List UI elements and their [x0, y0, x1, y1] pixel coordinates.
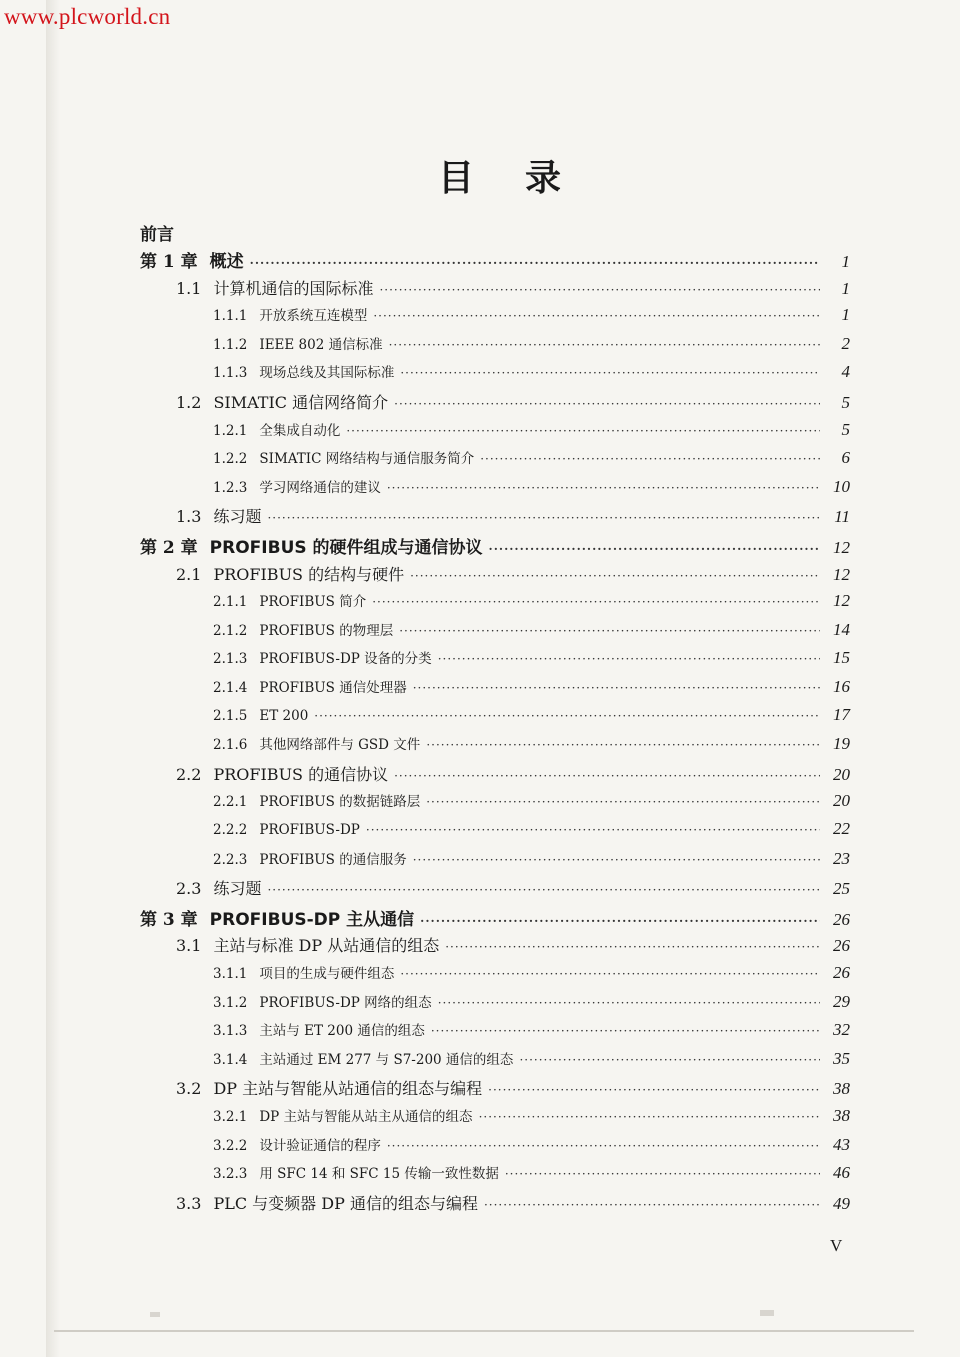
title-char-1: 目 — [438, 158, 475, 199]
toc-entry-number: 2.1 — [176, 565, 202, 584]
toc-entry[interactable] — [213, 848, 850, 874]
toc-entry[interactable] — [176, 876, 850, 902]
toc-leader-dots — [400, 967, 820, 981]
toc-entry-page: 16 — [833, 677, 850, 696]
toc-entry-number: 2.1.4 — [213, 680, 248, 696]
toc-preface: 前言 — [140, 225, 174, 245]
toc-entry[interactable] — [213, 991, 850, 1017]
toc-entry-page: 1 — [841, 305, 850, 324]
toc-entry-title: 主站与 ET 200 通信的组态 — [259, 1023, 425, 1039]
toc-entry-title: DP 主站与智能从站通信的组态与编程 — [213, 1079, 483, 1098]
toc-entry[interactable] — [213, 361, 850, 387]
toc-entry[interactable] — [176, 1076, 850, 1102]
toc-entry-number: 3.1.2 — [213, 995, 248, 1011]
toc-leader-dots — [394, 397, 820, 411]
toc-entry-page: 29 — [833, 992, 850, 1011]
toc-entry-title: 练习题 — [213, 879, 262, 898]
toc-entry-number: 2.2.2 — [213, 822, 248, 838]
toc-entry-page: 38 — [833, 1106, 850, 1125]
toc-entry-number: 3.1.1 — [213, 966, 248, 982]
toc-entry-page: 19 — [833, 734, 850, 753]
toc-entry[interactable] — [176, 933, 850, 959]
toc-leader-dots — [366, 823, 820, 837]
toc-entry[interactable] — [176, 1191, 850, 1217]
toc-entry-number: 3.3 — [176, 1194, 202, 1213]
toc-leader-dots — [489, 542, 820, 556]
toc-entry[interactable] — [213, 619, 850, 645]
toc-entry-number: 2.2 — [176, 765, 202, 784]
watermark-url[interactable]: www.plcworld.cn — [4, 4, 171, 29]
toc-entry-number: 1.3 — [176, 507, 202, 526]
toc-entry-number: 3.1.3 — [213, 1023, 248, 1039]
toc-entry-title: PROFIBUS 的数据链路层 — [259, 794, 421, 810]
toc-entry-page: 38 — [833, 1079, 850, 1098]
toc-entry-page: 20 — [833, 765, 850, 784]
toc-entry-title: ET 200 — [259, 708, 309, 724]
toc-entry-page: 23 — [833, 849, 850, 868]
toc-entry-number: 1.1.3 — [213, 365, 248, 381]
toc-leader-dots — [373, 309, 820, 323]
toc-entry-page: 4 — [841, 362, 850, 381]
toc-entry-page: 32 — [833, 1020, 850, 1039]
toc-leader-dots — [399, 624, 820, 638]
toc-entry-page: 5 — [841, 393, 850, 412]
toc-entry[interactable] — [213, 733, 850, 759]
toc-entry-number: 1.2 — [176, 393, 202, 412]
toc-entry[interactable] — [213, 962, 850, 988]
toc-entry-number: 第 1 章 — [140, 252, 198, 272]
toc-leader-dots — [479, 1110, 820, 1124]
toc-entry-page: 10 — [833, 477, 850, 496]
toc-entry-title: PROFIBUS-DP 主从通信 — [209, 910, 415, 930]
toc-entry-number: 2.2.3 — [213, 852, 248, 868]
toc-entry-page: 11 — [834, 507, 850, 526]
toc-entry-title: PROFIBUS-DP 网络的组态 — [259, 995, 432, 1011]
toc-leader-dots — [505, 1167, 820, 1181]
toc-entry-page: 1 — [841, 252, 850, 271]
toc-entry-number: 1.1.1 — [213, 308, 248, 324]
toc-entry-number: 1.1 — [176, 279, 202, 298]
toc-entry[interactable] — [213, 447, 850, 473]
toc-entry[interactable] — [213, 1048, 850, 1074]
toc-entry[interactable] — [213, 590, 850, 616]
toc-entry[interactable] — [213, 819, 850, 845]
toc-entry-page: 12 — [833, 565, 850, 584]
toc-entry-title: PROFIBUS 的结构与硬件 — [213, 565, 405, 584]
toc-entry[interactable] — [213, 304, 850, 330]
toc-entry-page: 43 — [833, 1135, 850, 1154]
toc-leader-dots — [445, 940, 820, 954]
toc-entry[interactable] — [213, 1019, 850, 1045]
toc-entry-title: SIMATIC 通信网络简介 — [213, 393, 389, 412]
toc-entry-title: PROFIBUS 通信处理器 — [259, 680, 407, 696]
toc-entry-page: 26 — [833, 963, 850, 982]
toc-entry-page: 6 — [841, 448, 850, 467]
scan-speck — [150, 1312, 160, 1317]
toc-entry-number: 1.2.3 — [213, 480, 248, 496]
toc-entry-title: 开放系统互连模型 — [259, 308, 368, 324]
toc-entry-page: 17 — [833, 705, 850, 724]
toc-entry-title: 主站通过 EM 277 与 S7-200 通信的组态 — [259, 1052, 514, 1068]
toc-entry[interactable] — [213, 676, 850, 702]
title-char-2: 录 — [525, 158, 562, 199]
toc-entry-number: 3.2.3 — [213, 1166, 248, 1182]
toc-entry-page: 12 — [833, 538, 850, 557]
page-gutter-shadow — [46, 0, 60, 1357]
toc-leader-dots — [387, 1139, 820, 1153]
toc-entry-title: DP 主站与智能从站主从通信的组态 — [259, 1109, 473, 1125]
toc-entry-title: 全集成自动化 — [259, 423, 341, 439]
toc-entry[interactable] — [140, 905, 850, 931]
toc-leader-dots — [519, 1053, 820, 1067]
toc-entry[interactable] — [140, 533, 850, 559]
toc-entry-title: 计算机通信的国际标准 — [213, 279, 374, 298]
toc-entry-number: 3.1 — [176, 936, 202, 955]
toc-entry-number: 第 2 章 — [140, 538, 198, 558]
toc-leader-dots — [413, 853, 820, 867]
toc-entry[interactable] — [213, 1105, 850, 1131]
toc-leader-dots — [372, 595, 820, 609]
toc-leader-dots — [400, 366, 820, 380]
toc-leader-dots — [431, 1024, 820, 1038]
toc-leader-dots — [426, 738, 820, 752]
toc-entry-title: PROFIBUS 的硬件组成与通信协议 — [209, 538, 483, 558]
page-folio: V — [830, 1236, 843, 1255]
toc-entry-number: 2.1.2 — [213, 623, 248, 639]
toc-entry[interactable] — [213, 1134, 850, 1160]
toc-entry[interactable] — [176, 504, 850, 530]
toc-entry-page: 25 — [833, 879, 850, 898]
toc-entry[interactable] — [140, 247, 850, 273]
toc-leader-dots — [420, 914, 820, 928]
toc-entry-page: 14 — [833, 620, 850, 639]
toc-leader-dots — [410, 569, 820, 583]
toc-entry[interactable] — [213, 647, 850, 673]
toc-entry-number: 1.1.2 — [213, 337, 248, 353]
toc-entry-title: PROFIBUS 简介 — [259, 594, 367, 610]
toc-entry-title: PLC 与变频器 DP 通信的组态与编程 — [213, 1194, 478, 1213]
toc-entry-page: 22 — [833, 819, 850, 838]
toc-leader-dots — [426, 795, 820, 809]
toc-entry-number: 2.3 — [176, 879, 202, 898]
toc-leader-dots — [394, 769, 820, 783]
toc-entry-title: PROFIBUS 的通信协议 — [213, 765, 389, 784]
toc-leader-dots — [480, 452, 820, 466]
toc-entry[interactable] — [176, 390, 850, 416]
toc-leader-dots — [346, 424, 820, 438]
toc-leader-dots — [389, 338, 820, 352]
toc-entry-number: 3.2.1 — [213, 1109, 248, 1125]
toc-entry-page: 1 — [841, 279, 850, 298]
toc-entry[interactable] — [213, 705, 850, 731]
toc-entry-title: PROFIBUS 的通信服务 — [259, 852, 407, 868]
toc-entry[interactable] — [213, 419, 850, 445]
toc-entry-number: 第 3 章 — [140, 910, 198, 930]
toc-entry-number: 3.2.2 — [213, 1138, 248, 1154]
toc-leader-dots — [314, 709, 820, 723]
toc-entry-page: 12 — [833, 591, 850, 610]
toc-leader-dots — [379, 283, 820, 297]
toc-entry-number: 2.1.3 — [213, 651, 248, 667]
toc-leader-dots — [438, 996, 820, 1010]
toc-entry[interactable] — [176, 562, 850, 588]
toc-entry-page: 35 — [833, 1049, 850, 1068]
toc-entry-title: 用 SFC 14 和 SFC 15 传输一致性数据 — [259, 1166, 499, 1182]
toc-entry-title: PROFIBUS-DP 设备的分类 — [259, 651, 432, 667]
toc-entry-title: SIMATIC 网络结构与通信服务简介 — [259, 451, 475, 467]
toc-leader-dots — [484, 1198, 820, 1212]
toc-entry-title: 练习题 — [213, 507, 262, 526]
page-title — [0, 150, 960, 200]
toc-entry-title: 学习网络通信的建议 — [259, 480, 381, 496]
toc-leader-dots — [387, 481, 820, 495]
toc-entry-page: 26 — [833, 910, 850, 929]
toc-entry-number: 2.1.5 — [213, 708, 248, 724]
toc-entry-page: 5 — [841, 420, 850, 439]
toc-entry-title: 设计验证通信的程序 — [259, 1138, 381, 1154]
toc-leader-dots — [267, 883, 820, 897]
toc-entry-title: 项目的生成与硬件组态 — [259, 966, 395, 982]
toc-entry-number: 2.1.6 — [213, 737, 248, 753]
toc-entry-page: 26 — [833, 936, 850, 955]
toc-entry-title: 概述 — [209, 252, 244, 272]
toc-entry[interactable] — [213, 333, 850, 359]
toc-entry-title: PROFIBUS 的物理层 — [259, 623, 394, 639]
toc-entry-page: 49 — [833, 1194, 850, 1213]
toc-entry-page: 46 — [833, 1163, 850, 1182]
toc-entry-number: 3.2 — [176, 1079, 202, 1098]
toc-leader-dots — [438, 652, 820, 666]
toc-entry[interactable] — [176, 762, 850, 788]
toc-entry-title: 主站与标准 DP 从站通信的组态 — [213, 936, 440, 955]
scan-speck — [760, 1310, 774, 1316]
toc-entry[interactable] — [213, 790, 850, 816]
toc-entry-number: 3.1.4 — [213, 1052, 248, 1068]
toc-entry[interactable] — [213, 1162, 850, 1188]
toc-leader-dots — [488, 1083, 820, 1097]
toc-entry-number: 2.2.1 — [213, 794, 248, 810]
toc-entry-page: 15 — [833, 648, 850, 667]
toc-entry-page: 2 — [841, 334, 850, 353]
toc-entry-number: 1.2.1 — [213, 423, 248, 439]
toc-entry-title: IEEE 802 通信标准 — [259, 337, 383, 353]
toc-entry[interactable] — [213, 476, 850, 502]
toc-leader-dots — [250, 256, 820, 270]
toc-entry[interactable] — [176, 276, 850, 302]
toc-leader-dots — [267, 511, 820, 525]
toc-entry-number: 1.2.2 — [213, 451, 248, 467]
toc-entry-title: 现场总线及其国际标准 — [259, 365, 395, 381]
toc-entry-page: 20 — [833, 791, 850, 810]
toc-entry-title: 其他网络部件与 GSD 文件 — [259, 737, 421, 753]
toc-entry-number: 2.1.1 — [213, 594, 248, 610]
toc-entry-title: PROFIBUS-DP — [259, 822, 360, 838]
toc-leader-dots — [413, 681, 820, 695]
page-bottom-edge — [54, 1330, 914, 1332]
